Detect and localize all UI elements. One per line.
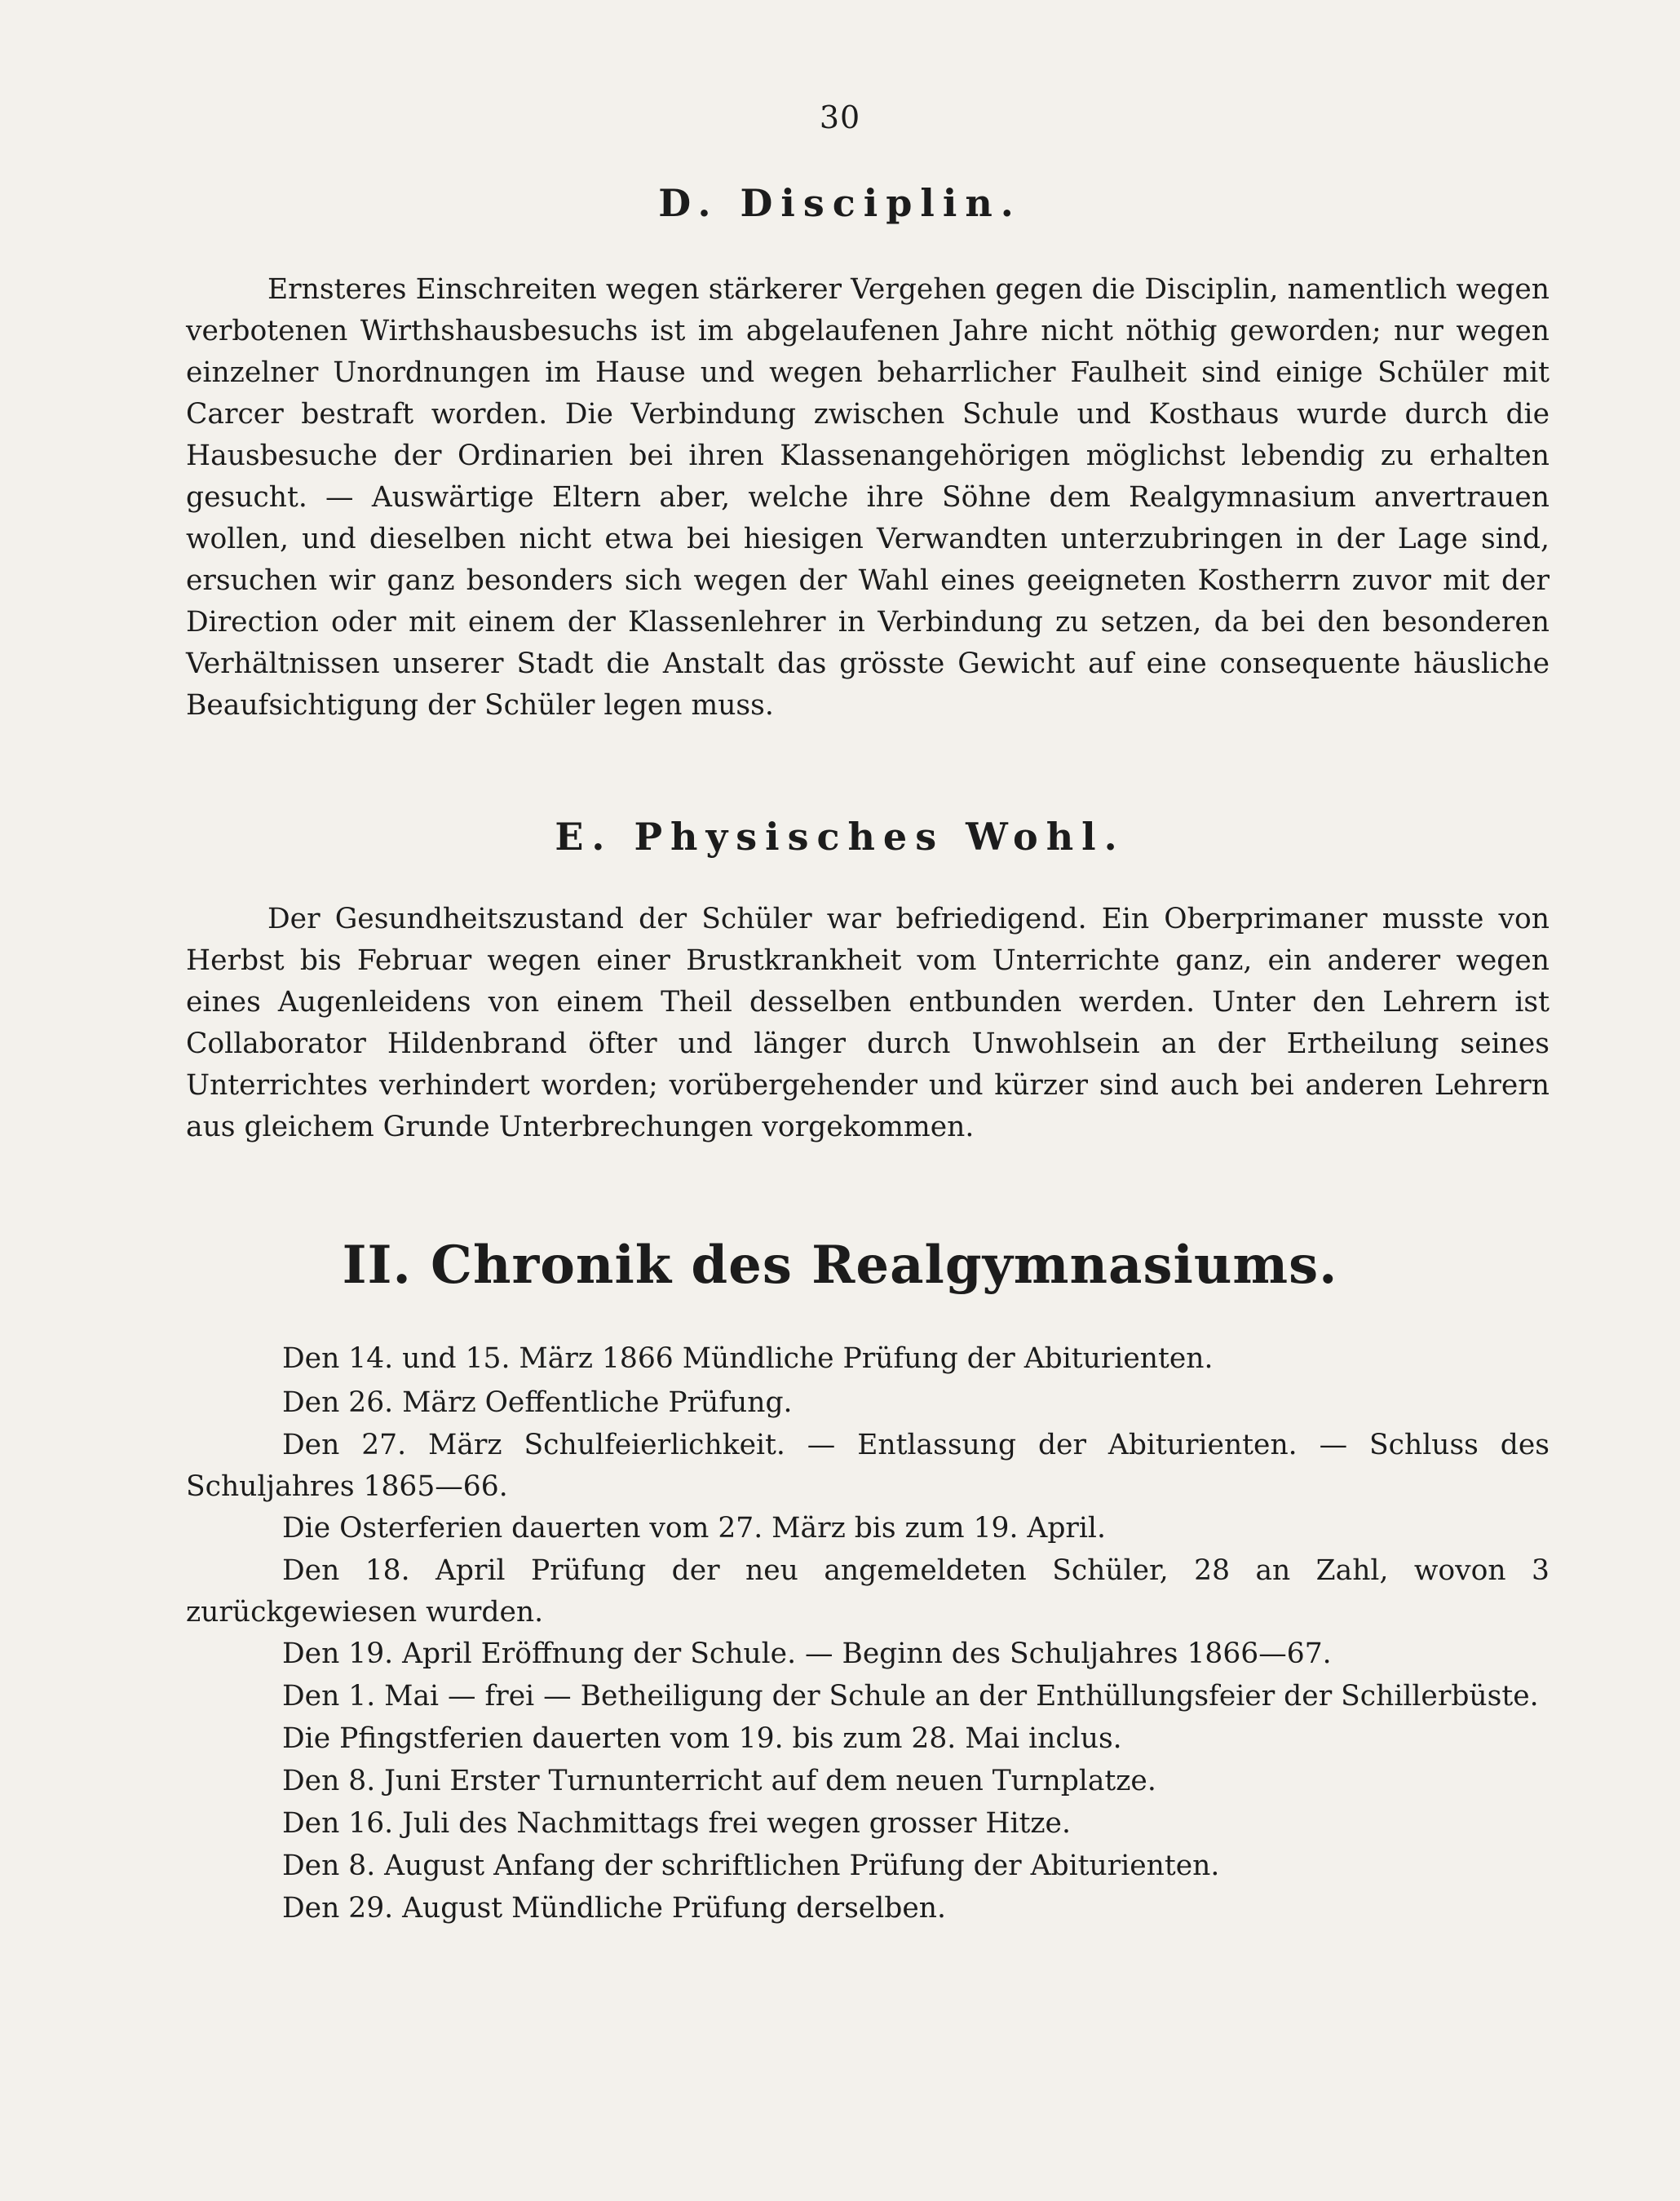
section-e-paragraph — [186, 899, 1550, 1148]
section-d-paragraph — [186, 269, 1550, 727]
chronik-entry: Den 8. Juni Erster Turnunterricht auf dem neuen Turnplatze. — [282, 1765, 1156, 1797]
chronik-entry: Die Pfingstferien dauerten vom 19. bis zum 28. Mai inclus. — [282, 1722, 1122, 1755]
section-e-heading: E. Physisches Wohl. — [555, 815, 1125, 859]
section-d-text: Ernsteres Einschreiten wegen stärkerer Vergehen gegen die Disciplin, namentlich wegen verbotenen Wirthshausbesuchs ist im abgelaufenen Jahre nicht nöthig geworden; nur wegen einzelner Unordnungen im Hause und wegen beharrlicher Faulheit sind einige Schüler mit Carcer bestraft worden. Die Verbindung zwischen Schule und Kosthaus wurde durch die Hausbesuche der Ordinarien bei ihren Klassenangehörigen möglichst lebendig zu erhalten gesucht. — Auswärtige Eltern aber, welche ihre Söhne dem Realgymnasium anvertrauen wollen, und dieselben nicht etwa bei hiesigen Verwandten unterzubringen in der Lage sind, ersuchen wir ganz besonders sich wegen der Wahl eines geeigneten Kostherrn zuvor mit der Direction oder mit einem der Klassenlehrer in Verbindung zu setzen, da bei den besonderen Verhältnissen unserer Stadt die Anstalt das grösste Gewicht auf eine consequente häusliche Beaufsichtigung der Schüler legen muss. — [186, 273, 1550, 722]
chronik-entry: Den 19. April Eröffnung der Schule. — Beginn des Schuljahres 1866—67. — [282, 1637, 1332, 1670]
page-number: 30 — [819, 99, 861, 135]
section-d-heading: D. Disciplin. — [658, 181, 1022, 225]
section-e-text: Der Gesundheitszustand der Schüler war befriedigend. Ein Oberprimaner musste von Herbst bis Februar wegen einer Brustkrankheit vom Unterrichte ganz, ein anderer wegen eines Augenleidens von einem Theil desselben entbunden werden. Unter den Lehrern ist Collaborator Hildenbrand öfter und länger durch Unwohlsein an der Ertheilung seines Unterrichtes verhindert worden; vorübergehender und kürzer sind auch bei anderen Lehrern aus gleichem Grunde Unterbrechungen vorgekommen. — [186, 903, 1550, 1143]
chronik-entry: Die Osterferien dauerten vom 27. März bis zum 19. April. — [282, 1512, 1106, 1545]
chronik-entry: Den 14. und 15. März 1866 Mündliche Prüfung der Abiturienten. — [282, 1342, 1214, 1375]
chronik-entry: Den 8. August Anfang der schriftlichen Prüfung der Abiturienten. — [282, 1850, 1220, 1882]
chronik-entry: Den 1. Mai — frei — Betheiligung der Schule an der Enthüllungsfeier der Schillerbüste. — [282, 1680, 1539, 1713]
chronik-entry: Den 29. August Mündliche Prüfung derselben. — [282, 1892, 946, 1925]
chronik-entry: Den 16. Juli des Nachmittags frei wegen grosser Hitze. — [282, 1807, 1071, 1840]
chronik-entry: Den 18. April Prüfung der neu angemeldeten Schüler, 28 an Zahl, wovon 3 zurückgewiesen wurden. — [186, 1554, 1550, 1629]
chronik-entry: Den 27. März Schulfeierlichkeit. — Entlassung der Abiturienten. — Schluss des Schuljahres 1865—66. — [186, 1429, 1550, 1503]
chronik-entry: Den 26. März Oeffentliche Prüfung. — [282, 1386, 793, 1419]
chronik-title: II. Chronik des Realgymnasiums. — [342, 1235, 1338, 1296]
